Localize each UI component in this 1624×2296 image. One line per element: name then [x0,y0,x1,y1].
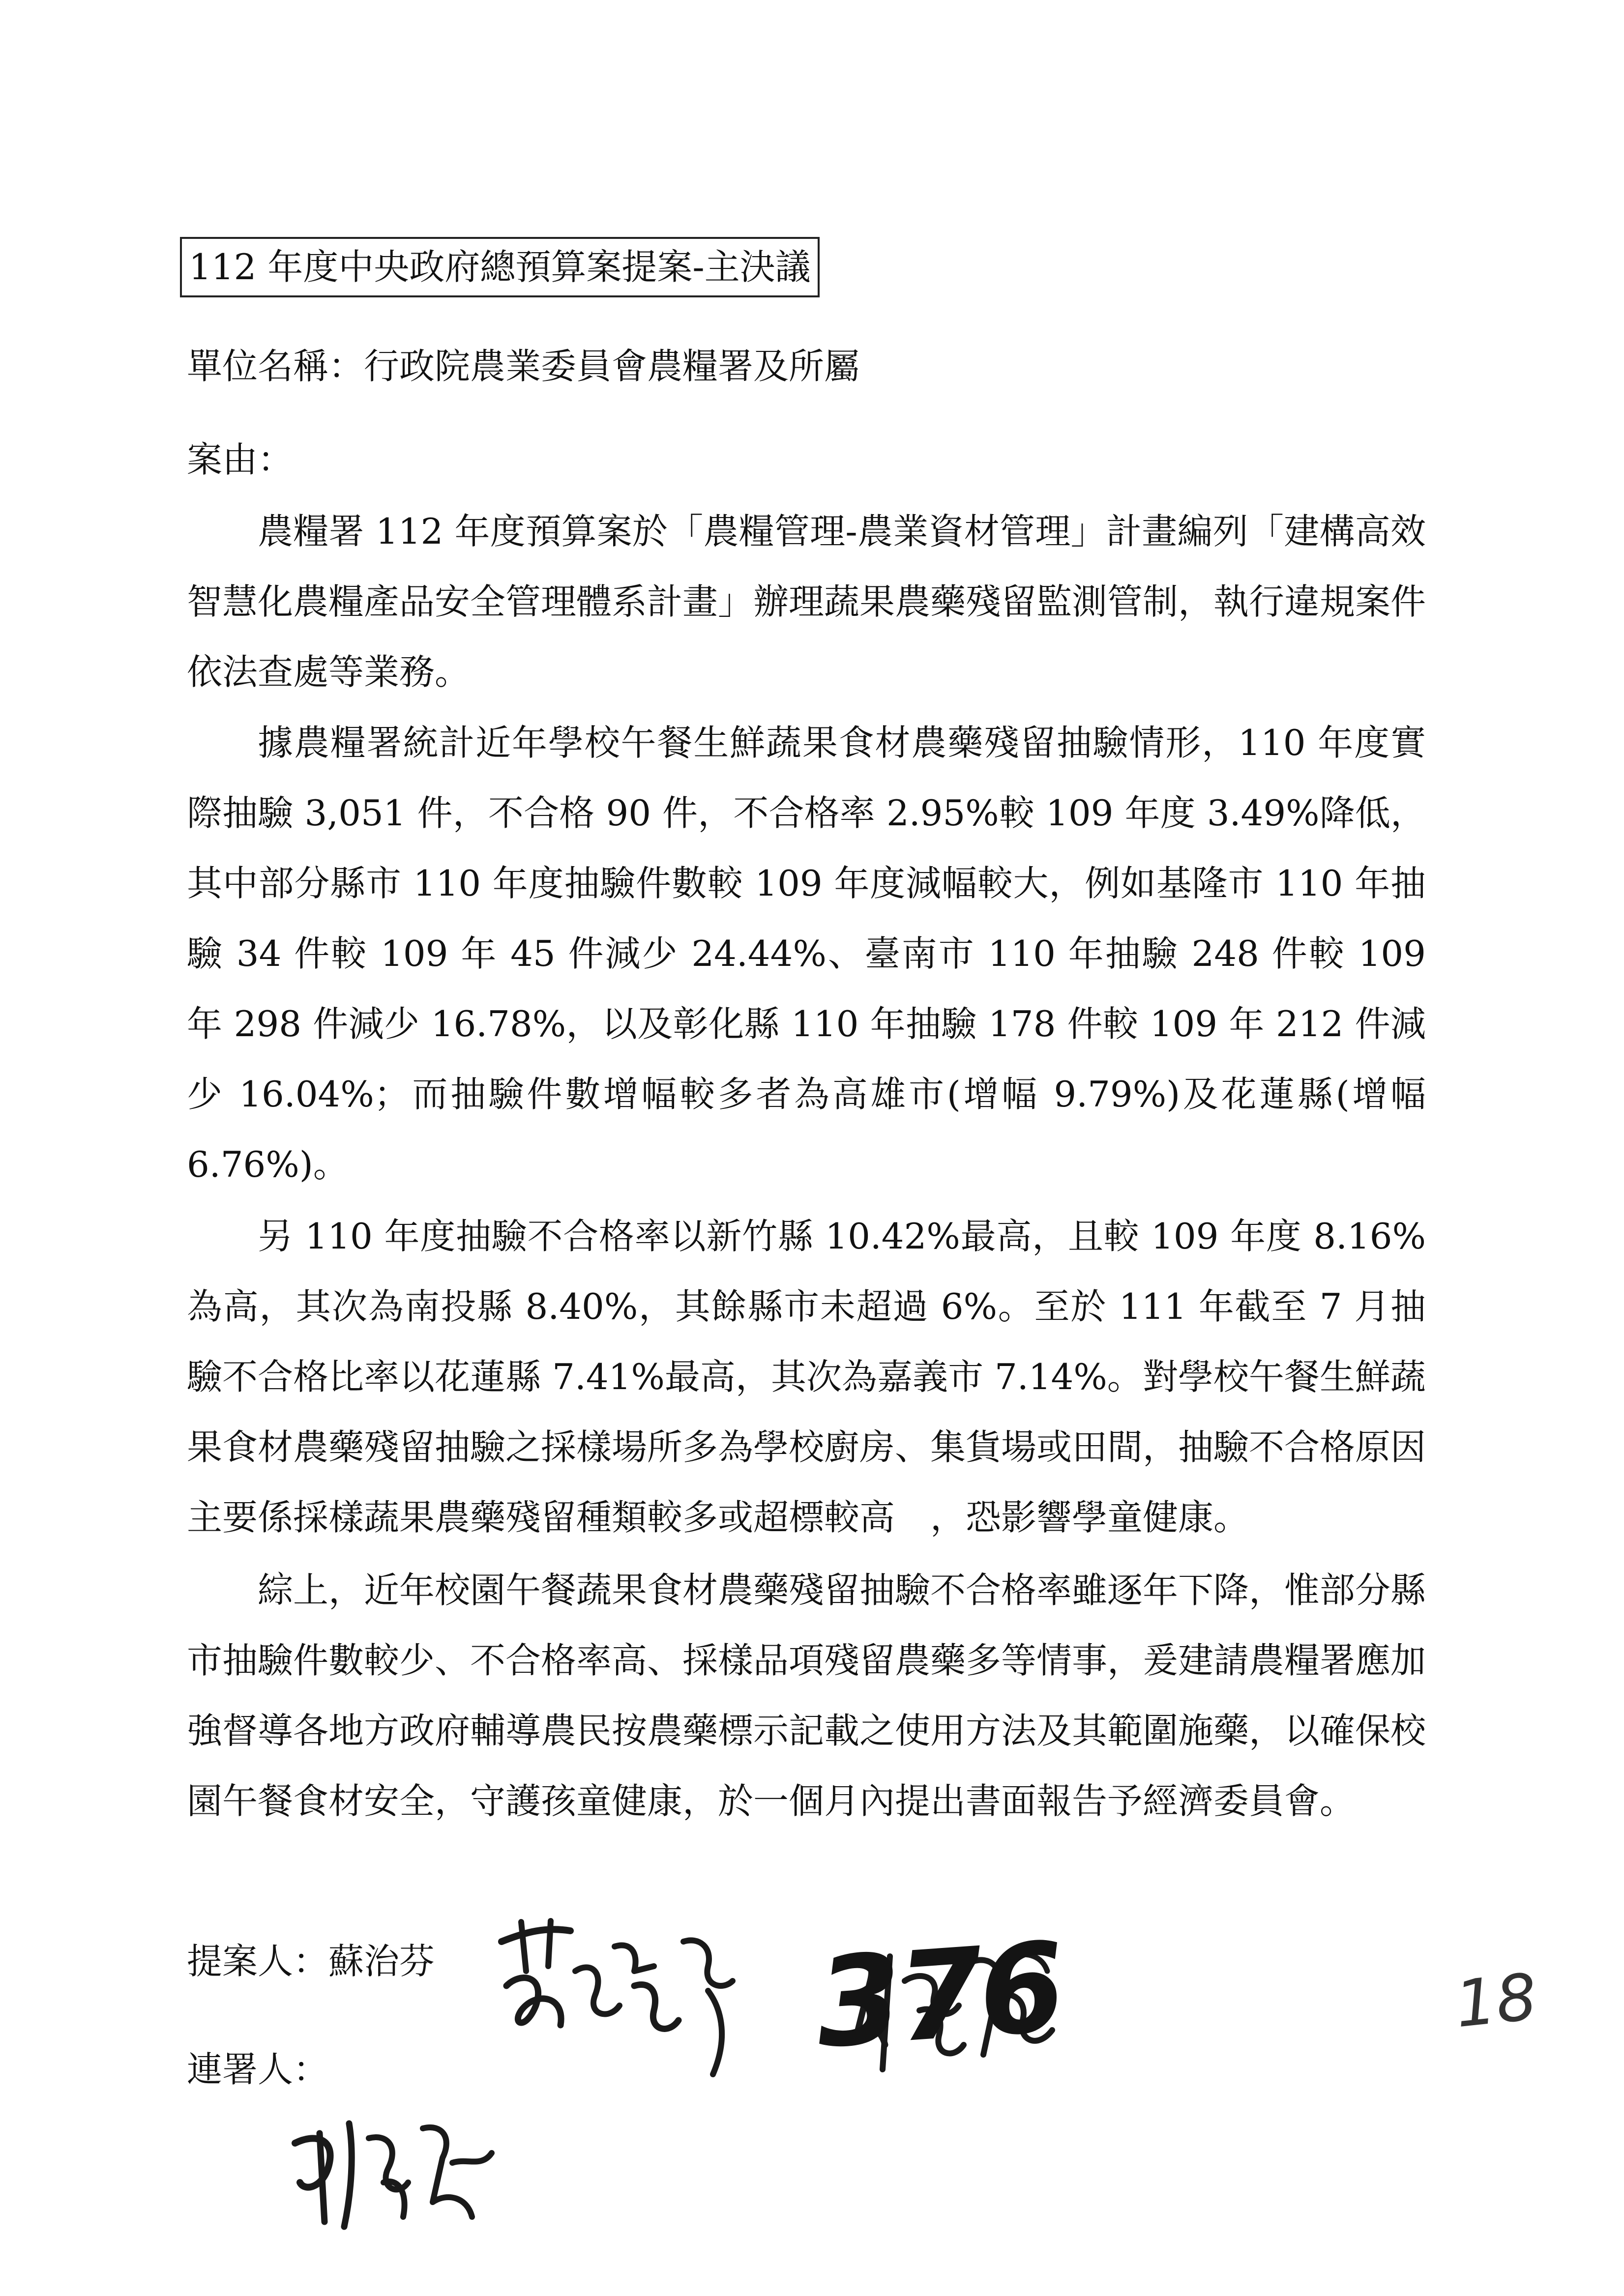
paragraph-1: 農糧署 112 年度預算案於「農糧管理-農業資材管理」計畫編列「建構高效智慧化農糧產品安全管理體系計畫」辦理蔬果農藥殘留監測管制，執行違規案件依法查處等業務。 [187,511,1426,693]
page-number: 18 [1451,1959,1540,2042]
unit-name-line: 單位名稱：行政院農業委員會農糧署及所屬 [187,346,860,387]
paragraph-2: 據農糧署統計近年學校午餐生鮮蔬果食材農藥殘留抽驗情形，110 年度實際抽驗 3,051 件，不合格 90 件，不合格率 2.95%較 109 年度 3.49%降低，其中部分縣市 110 年度抽驗件數較 109 年度減幅較大，例如基隆市 110 年抽驗 34 件較 109 年 45 件減少 24.44%、臺南市 110 年抽驗 248 件較 109 年 298 件減少 16.78%，以及彰化縣 110 年抽驗 178 件較 109 年 212 件減少 16.04%；而抽驗件數增幅較多者為高雄市(增幅 9.79%)及花蓮縣(增幅 6.76%)。 [187,722,1426,1185]
cosigner-label: 連署人： [187,2049,329,2090]
handwritten-stamp-number: 376 [811,1915,1066,2076]
cosigner-signature-2 [285,2104,511,2251]
paragraph-4: 綜上，近年校園午餐蔬果食材農藥殘留抽驗不合格率雖逐年下降，惟部分縣市抽驗件數較少、不合格率高、採樣品項殘留農藥多等情事，爰建請農糧署應加強督導各地方政府輔導農民按農藥標示記載之使用方法及其範圍施藥，以確保校園午餐食材安全，守護孩童健康，於一個月內提出書面報告予經濟委員會。 [187,1569,1426,1822]
proposal-title: 112 年度中央政府總預算案提案-主決議 [180,237,820,297]
paragraph-3: 另 110 年度抽驗不合格率以新竹縣 10.42%最高，且較 109 年度 8.16%為高，其次為南投縣 8.40%，其餘縣市未超過 6%。至於 111 年截至 7 月抽驗不合格比率以花蓮縣 7.41%最高，其次為嘉義市 7.14%。對學校午餐生鮮蔬果食材農藥殘留抽驗之採樣場所多為學校廚房、集貨場或田間，抽驗不合格原因主要係採樣蔬果農藥殘留種類較多或超標較高 ，恐影響學童健康。 [187,1216,1426,1538]
reason-heading: 案由： [187,439,294,480]
proposer-signature [492,1912,757,2089]
proposer-line: 提案人：蘇治芬 [187,1941,435,1982]
